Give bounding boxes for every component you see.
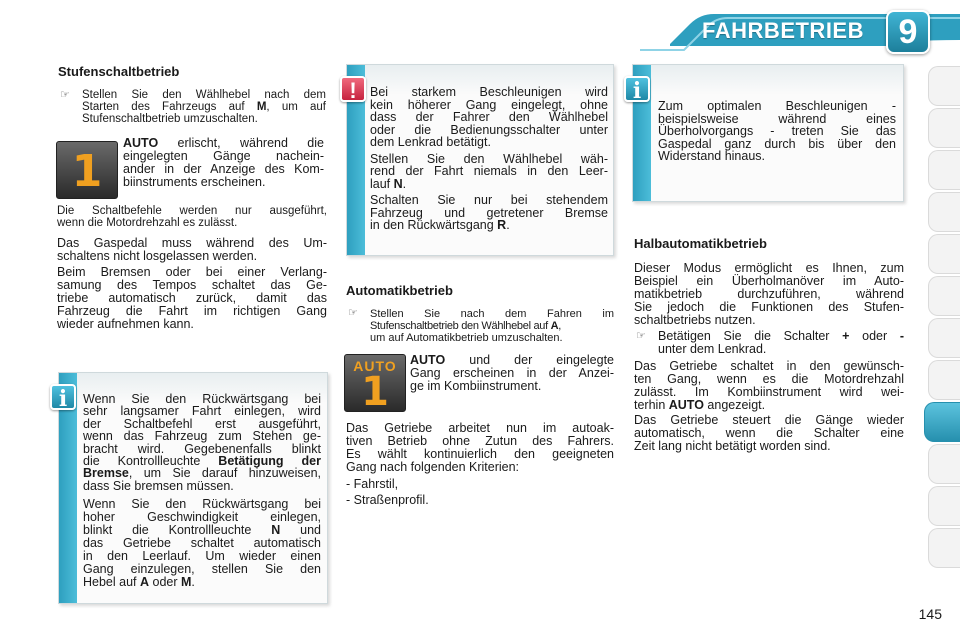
chapter-badge xyxy=(886,10,930,54)
hand-pointer-icon: ☞ xyxy=(60,89,70,101)
page-title: FAHRBETRIEB xyxy=(702,18,864,43)
info-note-text: Zum optimalen Beschleunigen - beispielsweise während eines Überholvorgangs - treten Sie das Gaspedal ganz durch bis über den Widerstand hinaus. xyxy=(658,99,896,163)
chapter-tab[interactable] xyxy=(928,192,960,232)
chapter-tab[interactable] xyxy=(928,234,960,274)
chapter-tab[interactable] xyxy=(928,444,960,484)
hand-pointer-icon: ☞ xyxy=(636,330,646,342)
chapter-tab[interactable] xyxy=(928,528,960,568)
chapter-tab[interactable] xyxy=(928,108,960,148)
section-heading-halbautomatikbetrieb: Halbautomatikbetrieb xyxy=(634,236,767,251)
page-number: 145 xyxy=(918,606,942,622)
chapter-tab[interactable] xyxy=(928,486,960,526)
section-heading-automatikbetrieb: Automatikbetrieb xyxy=(346,283,453,298)
paragraph: Beim Bremsen oder bei einer Verlang- samung des Tempos schaltet das Ge- triebe automatisch zurück, damit das Fahrzeug die Fahrt im richtigen Gang wieder aufnehmen kann. xyxy=(57,265,327,331)
paragraph: Das Getriebe steuert die Gänge wieder automatisch, wenn die Schalter eine Zeit lang nicht betätigt worden sind. xyxy=(634,413,904,453)
paragraph: Das Getriebe schaltet in den gewünsch- ten Gang, wenn es die Motordrehzahl zulässt. Im Kombiinstrument wird wei- terhin AUTO angezeigt. xyxy=(634,359,904,412)
chapter-tab[interactable] xyxy=(928,318,960,358)
hand-pointer-icon: ☞ xyxy=(348,307,358,319)
info-icon: i xyxy=(50,384,76,410)
chapter-tabs xyxy=(928,66,960,586)
chapter-tab[interactable] xyxy=(928,66,960,106)
chapter-tab[interactable] xyxy=(928,150,960,190)
info-icon: i xyxy=(624,76,650,102)
list-item: - Straßenprofil. xyxy=(346,493,429,507)
warning-icon: ! xyxy=(340,76,366,102)
list-item: - Fahrstil, xyxy=(346,477,399,491)
auto-gear-display-icon: AUTO 1 xyxy=(344,354,406,412)
chapter-tab[interactable] xyxy=(928,360,960,400)
chapter-number: 9 xyxy=(898,13,918,51)
paragraph: Das Getriebe arbeitet nun im autoak- tiven Betrieb ohne Zutun des Fahrers. Es wählt kontinuierlich den geeigneten Gang nach folgenden Kriterien: xyxy=(346,421,614,474)
paragraph: Dieser Modus ermöglicht es Ihnen, zum Beispiel ein Überholmanöver im Auto- matikbetrieb durchzuführen, während Sie jedoch die Funktionen des Stufen- schaltbetriebs nutzen. xyxy=(634,261,904,327)
paragraph: Die Schaltbefehle werden nur ausgeführt, wenn die Motordrehzahl es zulässt. xyxy=(57,205,327,229)
section-heading-stufenschaltbetrieb: Stufenschaltbetrieb xyxy=(58,64,180,79)
instruction-text: Betätigen Sie die Schalter + oder - unter dem Lenkrad. xyxy=(658,329,904,356)
auto-description: AUTO erlischt, während die eingelegten Gänge nachein- ander in der Anzeige des Kom- biinstruments erscheinen. xyxy=(123,136,324,189)
instruction-text: Stellen Sie nach dem Fahren im Stufenschaltbetrieb den Wählhebel auf A, um auf Automatikbetrieb umzuschalten. xyxy=(370,308,614,344)
paragraph: Das Gaspedal muss während des Um- schaltens nicht losgelassen werden. xyxy=(57,236,327,263)
warning-note-text: Bei starkem Beschleunigen wird kein höherer Gang eingelegt, ohne dass der Fahrer den Wählhebel oder die Bedienungsschalter unter dem Lenkrad betätigt. Stellen Sie den Wählhebel wäh- rend der Fahrt niemals in den Leer- lauf N. Schalten Sie nur bei stehendem Fahrzeug und getretener Bremse in den Rückwärtsgang R. xyxy=(370,85,608,232)
note-header xyxy=(651,65,903,95)
instruction-text: Stellen Sie den Wählhebel nach dem Starten des Fahrzeugs auf M, um auf Stufenschaltbetrieb umzuschalten. xyxy=(82,89,326,125)
chapter-tab-active[interactable] xyxy=(924,402,960,442)
auto-description: AUTO und der eingelegte Gang erscheinen in der Anzei- ge im Kombiinstrument. xyxy=(410,353,614,393)
gear-display-icon: 1 xyxy=(56,141,118,199)
chapter-tab[interactable] xyxy=(928,276,960,316)
info-note-text: Wenn Sie den Rückwärtsgang bei sehr langsamer Fahrt einlegen, wird der Schaltbefehl erst ausgeführt, wenn das Fahrzeug zum Stehen ge- bracht wird. Gegebenenfalls blinkt die Kontrollleuchte Betätigung der Bremse, um Sie darauf hinzuweisen, dass Sie bremsen müssen. Wenn Sie den Rückwärtsgang bei hoher Geschwindigkeit einlegen, blinkt die Kontrollleuchte N und das Getriebe schaltet automatisch in den Leerlauf. Um wieder einen Gang einzulegen, stellen Sie den Hebel auf A oder M. xyxy=(83,392,321,590)
